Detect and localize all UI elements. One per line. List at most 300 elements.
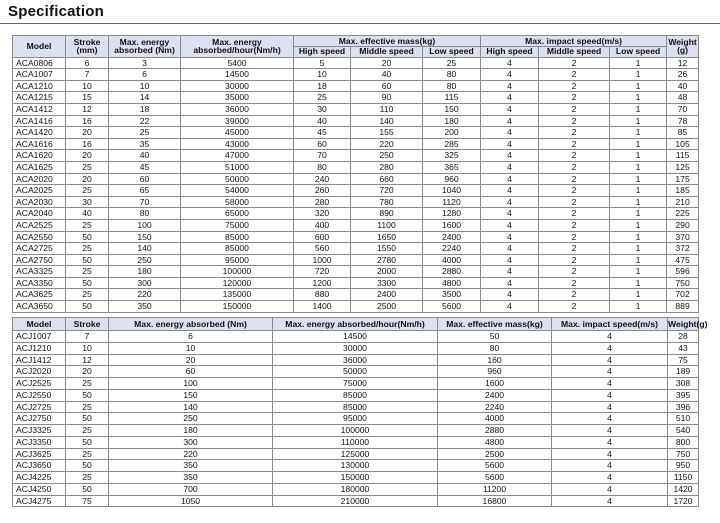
- header-impact-speed: Max. impact speed(m/s): [552, 318, 668, 331]
- value-cell: 4: [481, 138, 539, 150]
- value-cell: 180: [109, 266, 181, 278]
- value-cell: 6: [109, 331, 273, 343]
- value-cell: 750: [667, 277, 699, 289]
- value-cell: 85000: [181, 243, 294, 255]
- value-cell: 12: [667, 57, 699, 69]
- table-row: [13, 161, 699, 173]
- value-cell: 4: [481, 301, 539, 313]
- value-cell: 25: [66, 401, 109, 413]
- value-cell: 16800: [438, 495, 552, 507]
- value-cell: 30000: [273, 342, 438, 354]
- table-row: [13, 138, 699, 150]
- table-row: [13, 69, 699, 81]
- value-cell: 4: [552, 413, 668, 425]
- value-cell: 80: [294, 161, 351, 173]
- header-mass-low-speed: Low speed: [423, 46, 481, 57]
- value-cell: 1: [610, 277, 667, 289]
- value-cell: 2000: [351, 266, 423, 278]
- value-cell: 20: [109, 354, 273, 366]
- value-cell: 4: [552, 342, 668, 354]
- value-cell: 85000: [273, 389, 438, 401]
- value-cell: 2: [539, 301, 610, 313]
- value-cell: 125000: [273, 448, 438, 460]
- value-cell: 950: [668, 460, 699, 472]
- table-row: [13, 185, 699, 197]
- value-cell: 300: [109, 277, 181, 289]
- value-cell: 35000: [181, 92, 294, 104]
- value-cell: 150: [109, 389, 273, 401]
- value-cell: 50: [66, 301, 109, 313]
- value-cell: 25: [109, 127, 181, 139]
- value-cell: 4: [481, 92, 539, 104]
- value-cell: 210000: [273, 495, 438, 507]
- value-cell: 150000: [273, 472, 438, 484]
- header-stroke: Stroke: [66, 318, 109, 331]
- table-row: [13, 57, 699, 69]
- value-cell: 5600: [438, 472, 552, 484]
- value-cell: 25: [66, 425, 109, 437]
- model-cell: ACA3625: [13, 289, 66, 301]
- model-cell: ACA2525: [13, 219, 66, 231]
- value-cell: 220: [109, 448, 273, 460]
- model-cell: ACA1616: [13, 138, 66, 150]
- value-cell: 40: [351, 69, 423, 81]
- value-cell: 1040: [423, 185, 481, 197]
- value-cell: 2: [539, 173, 610, 185]
- value-cell: 250: [351, 150, 423, 162]
- table-row: [13, 460, 699, 472]
- value-cell: 1: [610, 138, 667, 150]
- value-cell: 1: [610, 196, 667, 208]
- value-cell: 700: [109, 483, 273, 495]
- table-row: [13, 127, 699, 139]
- model-cell: ACJ1412: [13, 354, 66, 366]
- value-cell: 2: [539, 103, 610, 115]
- header-max-energy-hour: Max. energy absorbed/hour(Nm/h): [181, 36, 294, 58]
- table-row: [13, 483, 699, 495]
- value-cell: 6: [109, 69, 181, 81]
- value-cell: 1: [610, 115, 667, 127]
- value-cell: 175: [667, 173, 699, 185]
- value-cell: 1: [610, 150, 667, 162]
- value-cell: 395: [668, 389, 699, 401]
- value-cell: 960: [438, 366, 552, 378]
- value-cell: 70: [667, 103, 699, 115]
- model-cell: ACA0806: [13, 57, 66, 69]
- model-cell: ACJ4275: [13, 495, 66, 507]
- model-cell: ACA1412: [13, 103, 66, 115]
- header-impact-low-speed: Low speed: [610, 46, 667, 57]
- value-cell: 10: [294, 69, 351, 81]
- value-cell: 4: [552, 425, 668, 437]
- table-row: [13, 219, 699, 231]
- value-cell: 40: [667, 80, 699, 92]
- value-cell: 75000: [181, 219, 294, 231]
- header-impact-speed: Max. impact speed(m/s): [481, 36, 667, 47]
- table-row: [13, 425, 699, 437]
- value-cell: 95000: [181, 254, 294, 266]
- value-cell: 290: [667, 219, 699, 231]
- value-cell: 285: [423, 138, 481, 150]
- value-cell: 90: [351, 92, 423, 104]
- table-row: [13, 342, 699, 354]
- value-cell: 26: [667, 69, 699, 81]
- table-row: [13, 413, 699, 425]
- model-cell: ACJ4225: [13, 472, 66, 484]
- value-cell: 2: [539, 219, 610, 231]
- value-cell: 4: [481, 150, 539, 162]
- value-cell: 880: [294, 289, 351, 301]
- value-cell: 45000: [181, 127, 294, 139]
- value-cell: 1: [610, 243, 667, 255]
- table-row: [13, 289, 699, 301]
- model-cell: ACA3650: [13, 301, 66, 313]
- value-cell: 110: [351, 103, 423, 115]
- value-cell: 1650: [351, 231, 423, 243]
- value-cell: 4: [481, 115, 539, 127]
- value-cell: 540: [668, 425, 699, 437]
- value-cell: 1: [610, 219, 667, 231]
- value-cell: 250: [109, 254, 181, 266]
- value-cell: 800: [668, 436, 699, 448]
- value-cell: 120000: [181, 277, 294, 289]
- value-cell: 7: [66, 69, 109, 81]
- value-cell: 1: [610, 80, 667, 92]
- value-cell: 1: [610, 301, 667, 313]
- value-cell: 325: [423, 150, 481, 162]
- value-cell: 560: [294, 243, 351, 255]
- value-cell: 4: [481, 208, 539, 220]
- value-cell: 150000: [181, 301, 294, 313]
- value-cell: 155: [351, 127, 423, 139]
- value-cell: 36000: [273, 354, 438, 366]
- value-cell: 1600: [423, 219, 481, 231]
- model-cell: ACA2020: [13, 173, 66, 185]
- value-cell: 65: [109, 185, 181, 197]
- value-cell: 75: [66, 495, 109, 507]
- value-cell: 2: [539, 57, 610, 69]
- value-cell: 50: [66, 389, 109, 401]
- model-cell: ACA1420: [13, 127, 66, 139]
- value-cell: 20: [66, 173, 109, 185]
- value-cell: 4: [481, 103, 539, 115]
- value-cell: 14: [109, 92, 181, 104]
- value-cell: 20: [351, 57, 423, 69]
- header-stroke: Stroke (mm): [66, 36, 109, 58]
- value-cell: 135000: [181, 289, 294, 301]
- value-cell: 140: [109, 243, 181, 255]
- value-cell: 280: [351, 161, 423, 173]
- value-cell: 80: [109, 208, 181, 220]
- value-cell: 370: [667, 231, 699, 243]
- value-cell: 2: [539, 254, 610, 266]
- model-cell: ACA1007: [13, 69, 66, 81]
- value-cell: 4: [552, 448, 668, 460]
- header-effective-mass: Max. effective mass(kg): [438, 318, 552, 331]
- table-row: [13, 231, 699, 243]
- value-cell: 110000: [273, 436, 438, 448]
- model-cell: ACJ3650: [13, 460, 66, 472]
- value-cell: 720: [294, 266, 351, 278]
- model-cell: ACA2025: [13, 185, 66, 197]
- value-cell: 100: [109, 378, 273, 390]
- value-cell: 60: [109, 366, 273, 378]
- value-cell: 25: [66, 243, 109, 255]
- model-cell: ACJ2525: [13, 378, 66, 390]
- model-cell: ACJ3350: [13, 436, 66, 448]
- model-cell: ACA2725: [13, 243, 66, 255]
- value-cell: 4: [481, 161, 539, 173]
- value-cell: 1: [610, 254, 667, 266]
- table-row: [13, 378, 699, 390]
- value-cell: 11200: [438, 483, 552, 495]
- value-cell: 2: [539, 127, 610, 139]
- model-cell: ACJ4250: [13, 483, 66, 495]
- value-cell: 54000: [181, 185, 294, 197]
- table-row: [13, 254, 699, 266]
- value-cell: 2780: [351, 254, 423, 266]
- value-cell: 75: [668, 354, 699, 366]
- value-cell: 3: [109, 57, 181, 69]
- model-cell: ACJ1210: [13, 342, 66, 354]
- model-cell: ACJ2725: [13, 401, 66, 413]
- value-cell: 47000: [181, 150, 294, 162]
- value-cell: 2240: [438, 401, 552, 413]
- value-cell: 2: [539, 243, 610, 255]
- value-cell: 130000: [273, 460, 438, 472]
- value-cell: 50: [66, 436, 109, 448]
- value-cell: 1400: [294, 301, 351, 313]
- value-cell: 2: [539, 161, 610, 173]
- header-effective-mass: Max. effective mass(kg): [294, 36, 481, 47]
- table-row: [13, 173, 699, 185]
- value-cell: 1: [610, 57, 667, 69]
- value-cell: 1: [610, 289, 667, 301]
- value-cell: 200: [423, 127, 481, 139]
- value-cell: 105: [667, 138, 699, 150]
- value-cell: 25: [66, 266, 109, 278]
- value-cell: 2400: [351, 289, 423, 301]
- value-cell: 308: [668, 378, 699, 390]
- value-cell: 2: [539, 208, 610, 220]
- value-cell: 60: [109, 173, 181, 185]
- model-cell: ACA3350: [13, 277, 66, 289]
- model-cell: ACA1416: [13, 115, 66, 127]
- value-cell: 10: [66, 342, 109, 354]
- aca-table-body: [13, 57, 699, 312]
- value-cell: 45: [109, 161, 181, 173]
- value-cell: 25: [423, 57, 481, 69]
- value-cell: 14500: [273, 331, 438, 343]
- value-cell: 889: [667, 301, 699, 313]
- value-cell: 30: [294, 103, 351, 115]
- table-row: [13, 472, 699, 484]
- value-cell: 4: [481, 173, 539, 185]
- value-cell: 25: [66, 185, 109, 197]
- value-cell: 43: [668, 342, 699, 354]
- value-cell: 85: [667, 127, 699, 139]
- value-cell: 78: [667, 115, 699, 127]
- header-weight: Weight (g): [668, 36, 697, 56]
- table-row: [13, 115, 699, 127]
- value-cell: 80: [423, 80, 481, 92]
- value-cell: 4: [481, 185, 539, 197]
- table-row: [13, 448, 699, 460]
- value-cell: 140: [109, 401, 273, 413]
- value-cell: 50000: [273, 366, 438, 378]
- value-cell: 25: [66, 219, 109, 231]
- value-cell: 4: [481, 243, 539, 255]
- value-cell: 1: [610, 173, 667, 185]
- value-cell: 100000: [273, 425, 438, 437]
- value-cell: 70: [109, 196, 181, 208]
- value-cell: 220: [351, 138, 423, 150]
- model-cell: ACJ3325: [13, 425, 66, 437]
- value-cell: 210: [667, 196, 699, 208]
- value-cell: 189: [668, 366, 699, 378]
- value-cell: 18: [294, 80, 351, 92]
- value-cell: 2500: [438, 448, 552, 460]
- model-cell: ACA3325: [13, 266, 66, 278]
- model-cell: ACA1215: [13, 92, 66, 104]
- value-cell: 2: [539, 69, 610, 81]
- value-cell: 5600: [438, 460, 552, 472]
- value-cell: 320: [294, 208, 351, 220]
- value-cell: 58000: [181, 196, 294, 208]
- value-cell: 28: [668, 331, 699, 343]
- value-cell: 150: [109, 231, 181, 243]
- value-cell: 4000: [423, 254, 481, 266]
- value-cell: 890: [351, 208, 423, 220]
- value-cell: 2: [539, 138, 610, 150]
- value-cell: 4: [481, 277, 539, 289]
- value-cell: 250: [109, 413, 273, 425]
- acj-spec-table: [12, 317, 708, 507]
- value-cell: 36000: [181, 103, 294, 115]
- value-cell: 1120: [423, 196, 481, 208]
- value-cell: 4: [481, 266, 539, 278]
- acj-table-body: [13, 331, 699, 507]
- value-cell: 2880: [438, 425, 552, 437]
- table-row: [13, 243, 699, 255]
- value-cell: 2: [539, 80, 610, 92]
- value-cell: 43000: [181, 138, 294, 150]
- value-cell: 475: [667, 254, 699, 266]
- model-cell: ACA2040: [13, 208, 66, 220]
- value-cell: 15: [66, 92, 109, 104]
- value-cell: 4800: [438, 436, 552, 448]
- value-cell: 50000: [181, 173, 294, 185]
- value-cell: 51000: [181, 161, 294, 173]
- table-row: [13, 103, 699, 115]
- value-cell: 750: [668, 448, 699, 460]
- value-cell: 2500: [351, 301, 423, 313]
- table-row: [13, 266, 699, 278]
- value-cell: 4: [552, 389, 668, 401]
- value-cell: 220: [109, 289, 181, 301]
- value-cell: 3500: [423, 289, 481, 301]
- value-cell: 780: [351, 196, 423, 208]
- table-row: [13, 495, 699, 507]
- model-cell: ACJ2020: [13, 366, 66, 378]
- value-cell: 5600: [423, 301, 481, 313]
- value-cell: 2400: [438, 389, 552, 401]
- value-cell: 85000: [273, 401, 438, 413]
- value-cell: 20: [66, 150, 109, 162]
- value-cell: 4: [552, 366, 668, 378]
- value-cell: 4: [481, 127, 539, 139]
- model-cell: ACA2030: [13, 196, 66, 208]
- value-cell: 4: [481, 219, 539, 231]
- model-cell: ACA2750: [13, 254, 66, 266]
- page-title: Specification: [8, 3, 104, 20]
- value-cell: 4: [481, 69, 539, 81]
- table-row: [13, 80, 699, 92]
- value-cell: 100: [109, 219, 181, 231]
- value-cell: 1150: [668, 472, 699, 484]
- value-cell: 396: [668, 401, 699, 413]
- value-cell: 4: [481, 57, 539, 69]
- value-cell: 1000: [294, 254, 351, 266]
- value-cell: 300: [109, 436, 273, 448]
- table-row: [13, 301, 699, 313]
- header-impact-high-speed: High speed: [481, 46, 539, 57]
- value-cell: 14500: [181, 69, 294, 81]
- value-cell: 85000: [181, 231, 294, 243]
- header-model: Model: [13, 36, 66, 58]
- value-cell: 4: [552, 378, 668, 390]
- value-cell: 25: [66, 448, 109, 460]
- value-cell: 4: [552, 436, 668, 448]
- value-cell: 1600: [438, 378, 552, 390]
- value-cell: 115: [667, 150, 699, 162]
- value-cell: 1: [610, 231, 667, 243]
- aca-spec-table: [12, 35, 699, 313]
- value-cell: 50: [66, 231, 109, 243]
- value-cell: 600: [294, 231, 351, 243]
- value-cell: 22: [109, 115, 181, 127]
- value-cell: 1280: [423, 208, 481, 220]
- value-cell: 70: [294, 150, 351, 162]
- value-cell: 4: [481, 80, 539, 92]
- value-cell: 1720: [668, 495, 699, 507]
- value-cell: 100000: [181, 266, 294, 278]
- value-cell: 596: [667, 266, 699, 278]
- value-cell: 350: [109, 472, 273, 484]
- value-cell: 95000: [273, 413, 438, 425]
- header-model: Model: [13, 318, 66, 331]
- header-weight: Weight(g): [668, 318, 708, 329]
- value-cell: 80: [438, 342, 552, 354]
- value-cell: 1: [610, 208, 667, 220]
- value-cell: 260: [294, 185, 351, 197]
- table-row: [13, 354, 699, 366]
- value-cell: 660: [351, 173, 423, 185]
- table-row: [13, 150, 699, 162]
- table-row: [13, 277, 699, 289]
- value-cell: 372: [667, 243, 699, 255]
- value-cell: 350: [109, 301, 181, 313]
- value-cell: 1100: [351, 219, 423, 231]
- value-cell: 350: [109, 460, 273, 472]
- table-row: [13, 331, 699, 343]
- header-mass-middle-speed: Middle speed: [351, 46, 423, 57]
- value-cell: 180: [109, 425, 273, 437]
- value-cell: 50: [66, 413, 109, 425]
- value-cell: 60: [294, 138, 351, 150]
- value-cell: 2: [539, 277, 610, 289]
- value-cell: 5400: [181, 57, 294, 69]
